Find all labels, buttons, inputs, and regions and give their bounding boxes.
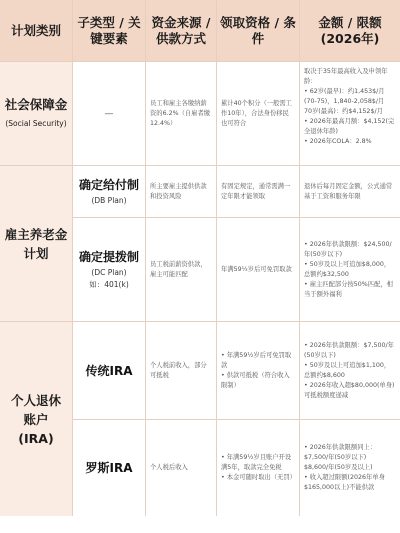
db-title: 确定给付制 bbox=[78, 177, 139, 192]
eligibility-line: • 供款可抵税（符合收入限制） bbox=[221, 371, 290, 389]
dc-example: 如：401(k) bbox=[89, 280, 129, 289]
header-eligibility: 领取资格 / 条件 bbox=[217, 0, 300, 62]
roth-ira-amount bbox=[300, 420, 400, 516]
amount-line: 取决于35年最高收入及申领年龄： bbox=[304, 68, 388, 85]
amount-line: • 50岁及以上可追加$1,100，总额约$8,600 bbox=[304, 361, 391, 379]
eligibility-line: • 本金可随时取出（无罚） bbox=[221, 474, 296, 481]
amount-line: • 收入超过限额(2026年单身$165,000以上)不能供款 bbox=[304, 474, 385, 491]
amount-line: • 2026年最高月额：$4,152(完全退休年龄) bbox=[304, 118, 395, 135]
traditional-ira-title: 传统IRA bbox=[85, 363, 133, 378]
amount-line: • 2026年COLA：2.8% bbox=[304, 138, 372, 145]
db-subtitle: (DB Plan) bbox=[91, 195, 127, 205]
category-ira: 个人退休 账户 (IRA) bbox=[0, 322, 73, 516]
roth-ira-eligibility bbox=[217, 420, 300, 516]
social-security-amount bbox=[300, 62, 400, 166]
traditional-ira-eligibility bbox=[217, 322, 300, 420]
amount-line: • 50岁及以上可追加$8,000，总额约$32,500 bbox=[304, 260, 391, 278]
category-social-security bbox=[0, 62, 73, 166]
header-category: 计划类别 bbox=[0, 0, 73, 62]
amount-line: • 2026年供款限额同上：$7,500/年(50岁以下) bbox=[304, 444, 377, 461]
dc-amount bbox=[300, 218, 400, 322]
dc-funding: 员工税前薪资供款，雇主可能匹配 bbox=[146, 218, 217, 322]
db-amount: 退休后每月固定金额，公式通常基于工资和服务年限 bbox=[300, 166, 400, 218]
category-employer-plan: 雇主养老金计划 bbox=[0, 166, 73, 322]
roth-ira-title: 罗斯IRA bbox=[85, 461, 133, 475]
eligibility-line: • 年满59½岁且账户开设满5年，取款完全免税 bbox=[221, 454, 292, 471]
traditional-ira-funding: 个人税前收入，部分可抵税 bbox=[146, 322, 217, 420]
amount-line: • 2026年供款限额：$24,500/年(50岁以下) bbox=[304, 240, 392, 258]
subtype-roth-ira bbox=[73, 420, 146, 516]
header-funding: 资金来源 / 供款方式 bbox=[146, 0, 217, 62]
amount-line: $8,600/年(50岁及以上) bbox=[304, 464, 373, 471]
social-security-funding: 员工和雇主各缴纳薪资的6.2%（自雇者缴12.4%） bbox=[146, 62, 217, 166]
db-eligibility: 有固定规定，通常需满一定年限才能领取 bbox=[217, 166, 300, 218]
amount-line: 70岁(最高)：约$4,152$/月 bbox=[304, 108, 383, 115]
subtype-empty: — bbox=[73, 62, 146, 166]
subtype-dc-plan bbox=[73, 218, 146, 322]
amount-line: • 2026年供款限额：$7,500/年(50岁以下) bbox=[304, 341, 394, 359]
dc-title: 确定提拨制 bbox=[78, 250, 139, 264]
amount-line: • 2026年收入超$80,000(单身)可抵税额度递减 bbox=[304, 381, 395, 399]
dc-eligibility: 年满59½岁后可免罚取款 bbox=[217, 218, 300, 322]
amount-line: • 雇主匹配部分按50%匹配，相当于额外福利 bbox=[304, 280, 393, 298]
db-funding: 所主要雇主提供供款和投资风险 bbox=[146, 166, 217, 218]
dc-subtitle: (DC Plan) bbox=[91, 268, 127, 277]
category-title: 社会保障金 bbox=[4, 96, 68, 112]
eligibility-line: • 年满59½岁后可免罚取款 bbox=[221, 351, 292, 369]
category-note: (Social Security) bbox=[5, 118, 67, 128]
social-security-eligibility: 累计40个积分（一般需工作10年），合法身份移民也可符合 bbox=[217, 62, 300, 166]
subtype-traditional-ira bbox=[73, 322, 146, 420]
amount-line: • 62岁(最早)：约1,453$/月(70-75)，1,840-2,058$/月 bbox=[304, 88, 385, 105]
header-subtype: 子类型 / 关键要素 bbox=[73, 0, 146, 62]
subtype-db-plan bbox=[73, 166, 146, 218]
roth-ira-funding: 个人税后收入 bbox=[146, 420, 217, 516]
traditional-ira-amount bbox=[300, 322, 400, 420]
header-amount: 金额 / 限额 (2026年) bbox=[300, 0, 400, 62]
